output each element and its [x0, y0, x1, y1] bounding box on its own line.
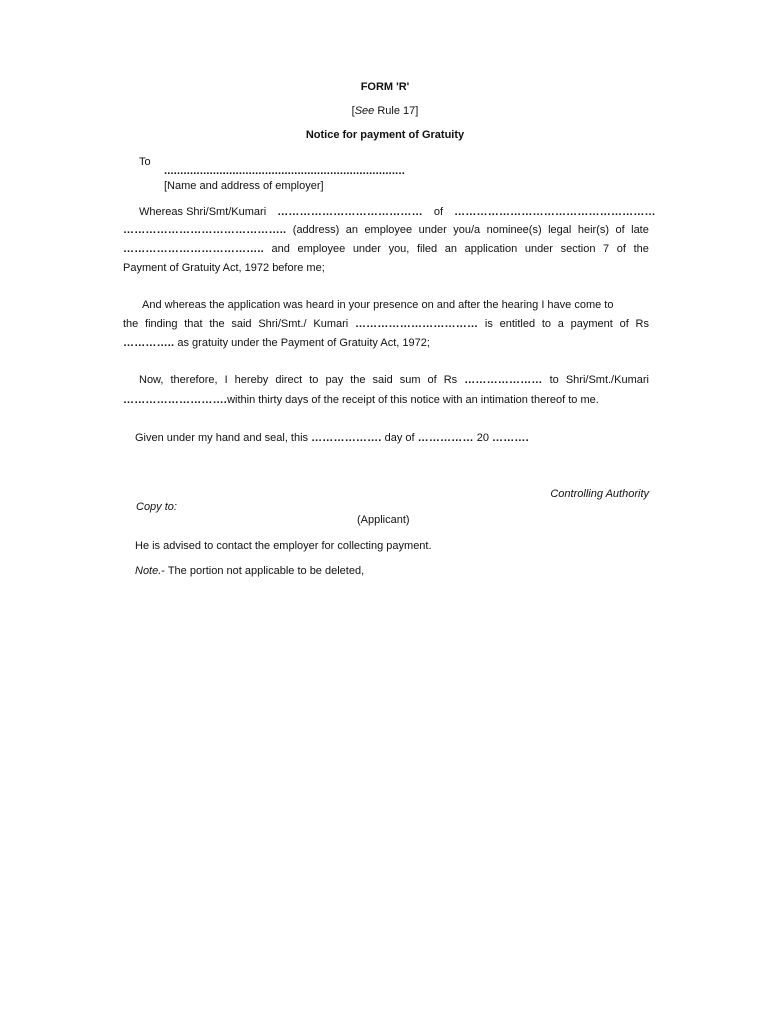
- para2-line3-text: as gratuity under the Payment of Gratuity Act, 1972;: [174, 337, 430, 349]
- word: (address): [292, 224, 340, 236]
- para2-line3: [123, 337, 430, 349]
- word: nominee(s): [486, 224, 542, 236]
- word: finding: [145, 318, 178, 330]
- word: late: [631, 224, 649, 236]
- para2-line1: And whereas the application was heard in your presence on and after the hearing I have come to: [142, 299, 614, 311]
- word: therefore,: [170, 374, 218, 386]
- word: direct: [275, 374, 303, 386]
- of-dots: ………………………………………………: [454, 206, 656, 218]
- word: said: [372, 374, 393, 386]
- word: 7: [603, 243, 610, 255]
- year-prefix: 20: [473, 432, 493, 444]
- rule-number: Rule 17]: [374, 105, 419, 117]
- employer-dots: ..........................................................................: [164, 165, 405, 177]
- word: the: [123, 318, 139, 330]
- word: pay: [325, 374, 344, 386]
- name-dots: …………………………………: [277, 206, 423, 218]
- word: you/a: [453, 224, 481, 236]
- word: sum: [399, 374, 421, 386]
- word: payment: [570, 318, 613, 330]
- word: to: [549, 374, 559, 386]
- word: a: [557, 318, 564, 330]
- word: entitled: [499, 318, 536, 330]
- entitled-name-dots: ……………………………: [354, 318, 479, 330]
- para2-line2: [123, 318, 649, 334]
- word: the: [633, 243, 649, 255]
- word: legal: [548, 224, 572, 236]
- word: to: [309, 374, 319, 386]
- late-name-dots: ………………………………..: [123, 243, 264, 255]
- word: application: [464, 243, 518, 255]
- word: of: [619, 318, 629, 330]
- word: of: [615, 224, 625, 236]
- para3-line2-text: within thirty days of the receipt of this notice with an intimation thereof to me.: [227, 394, 599, 406]
- word: of: [616, 243, 626, 255]
- para3-line1: [139, 374, 649, 390]
- word: to: [541, 318, 552, 330]
- notice-title: Notice for payment of Gratuity: [305, 129, 465, 141]
- given-text: Given under my hand and seal, this: [135, 432, 312, 444]
- address-dots: ……………………………………..: [123, 224, 287, 236]
- applicant-label: (Applicant): [357, 514, 410, 526]
- month-dots: ……………: [417, 432, 474, 444]
- word: employee: [297, 243, 346, 255]
- controlling-authority: Controlling Authority: [550, 488, 649, 500]
- para1-whereas: Whereas Shri/Smt/Kumari: [139, 206, 267, 218]
- word: of: [427, 374, 437, 386]
- copy-to-label: Copy to:: [136, 501, 177, 513]
- word: section: [560, 243, 596, 255]
- word: an: [444, 243, 458, 255]
- employer-label: [Name and address of employer]: [164, 180, 324, 192]
- word: an: [345, 224, 358, 236]
- day-dots: ……………….: [311, 432, 382, 444]
- word: the: [209, 318, 225, 330]
- note-line: [135, 565, 364, 577]
- para1-line4: Payment of Gratuity Act, 1972 before me;: [123, 262, 325, 274]
- word: under: [352, 243, 381, 255]
- word: Shri/Smt./: [258, 318, 307, 330]
- advice-text: He is advised to contact the employer for collecting payment.: [135, 540, 432, 552]
- word: filed: [416, 243, 438, 255]
- word: under: [524, 243, 553, 255]
- para1-line2: [123, 224, 649, 240]
- word: employee: [364, 224, 413, 236]
- para1-line3: [123, 243, 649, 259]
- word: Kumari: [313, 318, 349, 330]
- note-label: Note.: [135, 565, 162, 577]
- word: said: [231, 318, 252, 330]
- word: Shri/Smt./Kumari: [565, 374, 649, 386]
- para1-line1: [139, 206, 656, 218]
- para1-of: of: [433, 206, 444, 218]
- word: Rs: [635, 318, 649, 330]
- sum-dots: …………………: [464, 374, 543, 386]
- payee-dots: ……………………….: [123, 394, 228, 406]
- word: that: [184, 318, 203, 330]
- given-under-line: [135, 432, 529, 444]
- day-of-text: day of: [381, 432, 418, 444]
- note-text: - The portion not applicable to be deleted,: [161, 565, 365, 577]
- para3-line2: [123, 394, 599, 406]
- word: under: [418, 224, 447, 236]
- word: heir(s): [577, 224, 609, 236]
- rule-bracket: [: [351, 105, 355, 117]
- to-label: To: [139, 156, 151, 168]
- word: and: [271, 243, 290, 255]
- word: you,: [388, 243, 410, 255]
- word: I: [224, 374, 228, 386]
- amount-dots: …………..: [123, 337, 175, 349]
- word: the: [350, 374, 366, 386]
- word: Rs: [443, 374, 458, 386]
- rule-reference: [0, 105, 770, 117]
- word: is: [484, 318, 493, 330]
- word: hereby: [234, 374, 269, 386]
- form-title: FORM 'R': [360, 81, 410, 93]
- rule-see: See: [354, 105, 375, 117]
- word: Now,: [139, 374, 164, 386]
- year-dots: ……….: [492, 432, 529, 444]
